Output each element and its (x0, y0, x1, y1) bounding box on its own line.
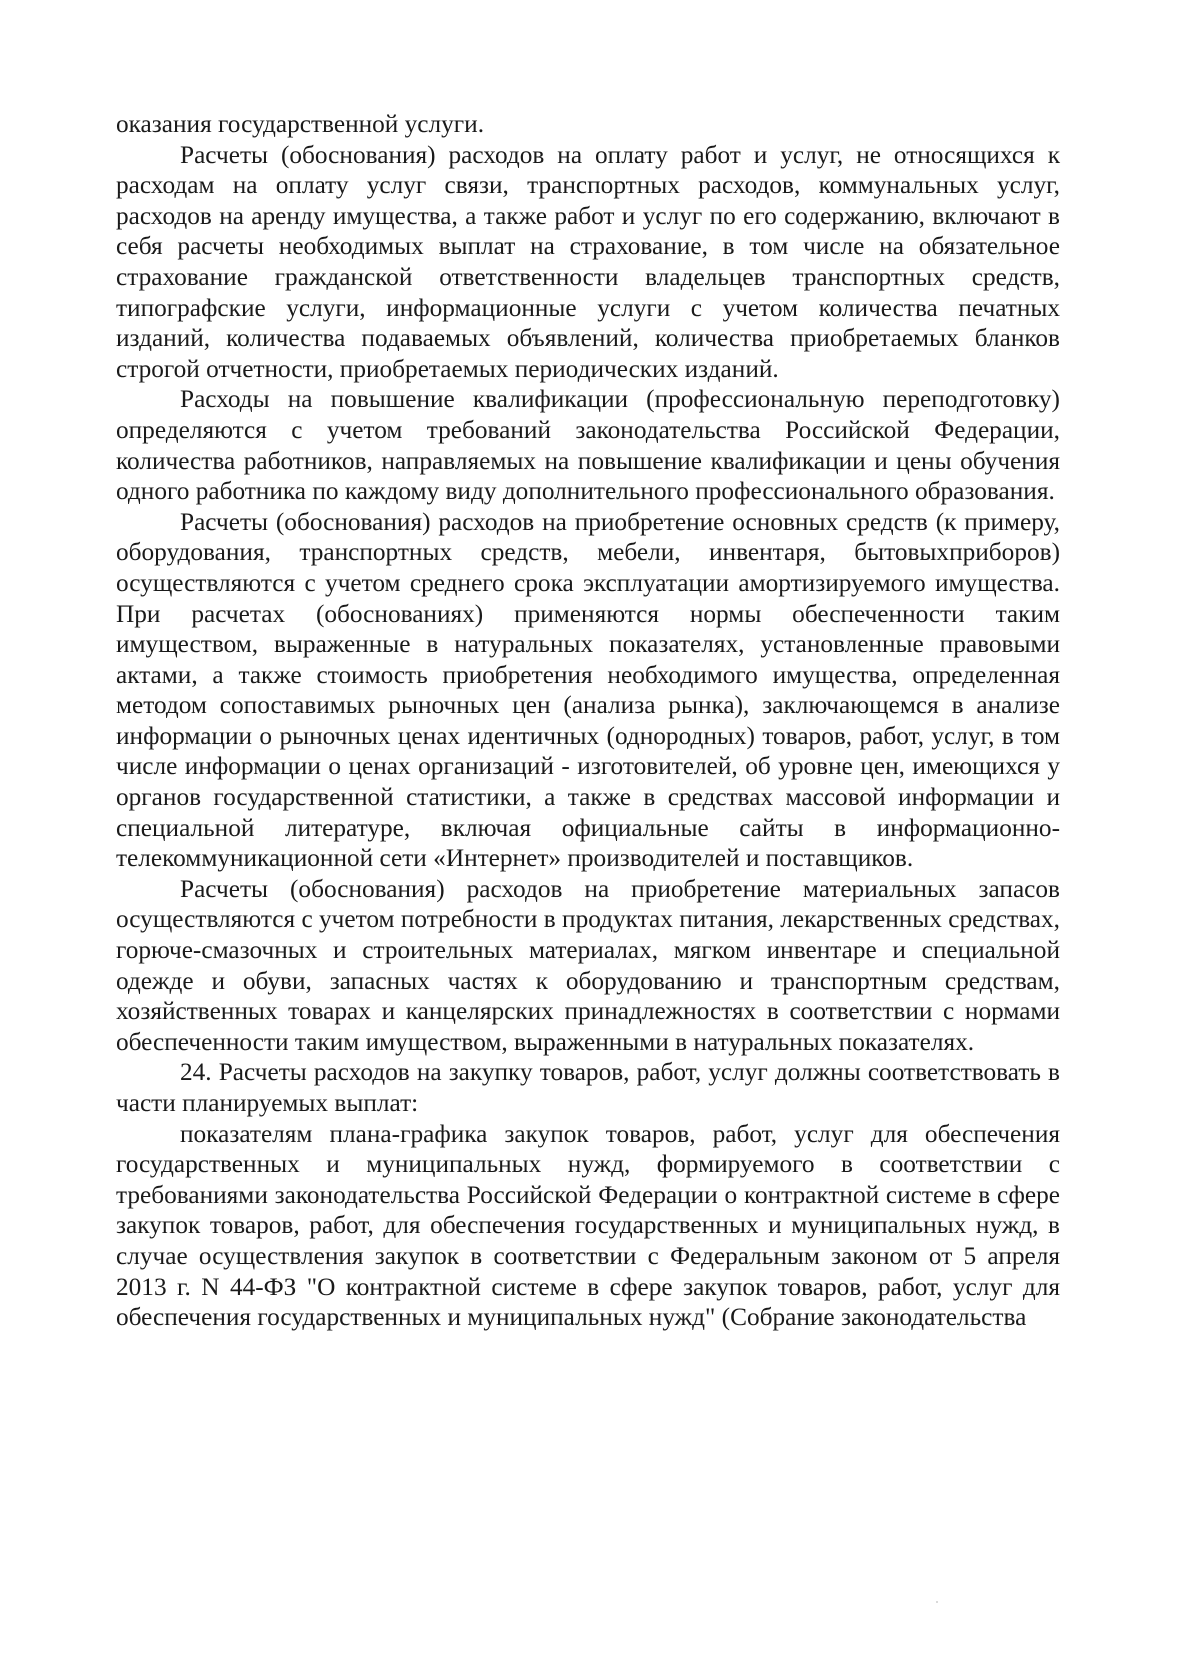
paragraph-continuation: оказания государственной услуги. (116, 110, 485, 138)
paragraph-services-expenses: Расчеты (обоснования) расходов на оплату работ и услуг, не относящихся к расходам на оплату услуг связи, транспортных расходов, коммунальных услуг, расходов на аренду имущества, а также работ и услуг по его содержанию, включают в себя расчеты необходимых выплат на страхование, в том числе на обязательное страхование гражданской ответственности владельцев транспортных средств, типографские услуги, информационные услуги с учетом количества печатных изданий, количества подаваемых объявлений, количества приобретаемых бланков строгой отчетности, приобретаемых периодических изданий. (116, 140, 1060, 383)
paragraph-fixed-assets: Расчеты (обоснования) расходов на приобретение основных средств (к примеру, оборудования, транспортных средств, мебели, инвентаря, бытовыхприборов) осуществляются с учетом среднего срока эксплуатации амортизируемого имущества. При расчетах (обоснованиях) применяются нормы обеспеченности таким имуществом, выраженные в натуральных показателях, установленные правовыми актами, а также стоимость приобретения необходимого имущества, определенная методом сопоставимых рыночных цен (анализа рынка), заключающемся в анализе информации о рыночных ценах идентичных (однородных) товаров, работ, услуг, в том числе информации о ценах организаций - изготовителей, об уровне цен, имеющихся у органов государственной статистики, а также в средствах массовой информации и специальной литературе, включая официальные сайты в информационно-телекоммуникационной сети «Интернет» производителей и поставщиков. (116, 507, 1060, 873)
paragraph-qualification-expenses: Расходы на повышение квалификации (профессиональную переподготовку) определяются с учетом требований законодательства Российской Федерации, количества работников, направляемых на повышение квалификации и цены обучения одного работника по каждому виду дополнительного профессионального образования. (116, 385, 1060, 506)
paragraph-item-24: 24. Расчеты расходов на закупку товаров, работ, услуг должны соответствовать в части планируемых выплат: (116, 1058, 1060, 1117)
paragraph-procurement-plan: показателям плана-графика закупок товаров, работ, услуг для обеспечения государственных и муниципальных нужд, формируемого в соответствии с требованиями законодательства Российской Федерации о контрактной системе в сфере закупок товаров, работ, для обеспечения государственных и муниципальных нужд, в случае осуществления закупок в соответствии с Федеральным законом от 5 апреля 2013 г. N 44-ФЗ "О контрактной системе в сфере закупок товаров, работ, услуг для обеспечения государственных и муниципальных нужд" (Собрание законодательства (116, 1119, 1060, 1332)
document-body (116, 109, 1060, 1333)
scan-speck (936, 1601, 938, 1603)
paragraph-material-supplies: Расчеты (обоснования) расходов на приобретение материальных запасов осуществляются с учетом потребности в продуктах питания, лекарственных средствах, горюче-смазочных и строительных материалах, мягком инвентаре и специальной одежде и обуви, запасных частях к оборудованию и транспортным средствам, хозяйственных товарах и канцелярских принадлежностях в соответствии с нормами обеспеченности таким имуществом, выраженными в натуральных показателях. (116, 874, 1060, 1056)
